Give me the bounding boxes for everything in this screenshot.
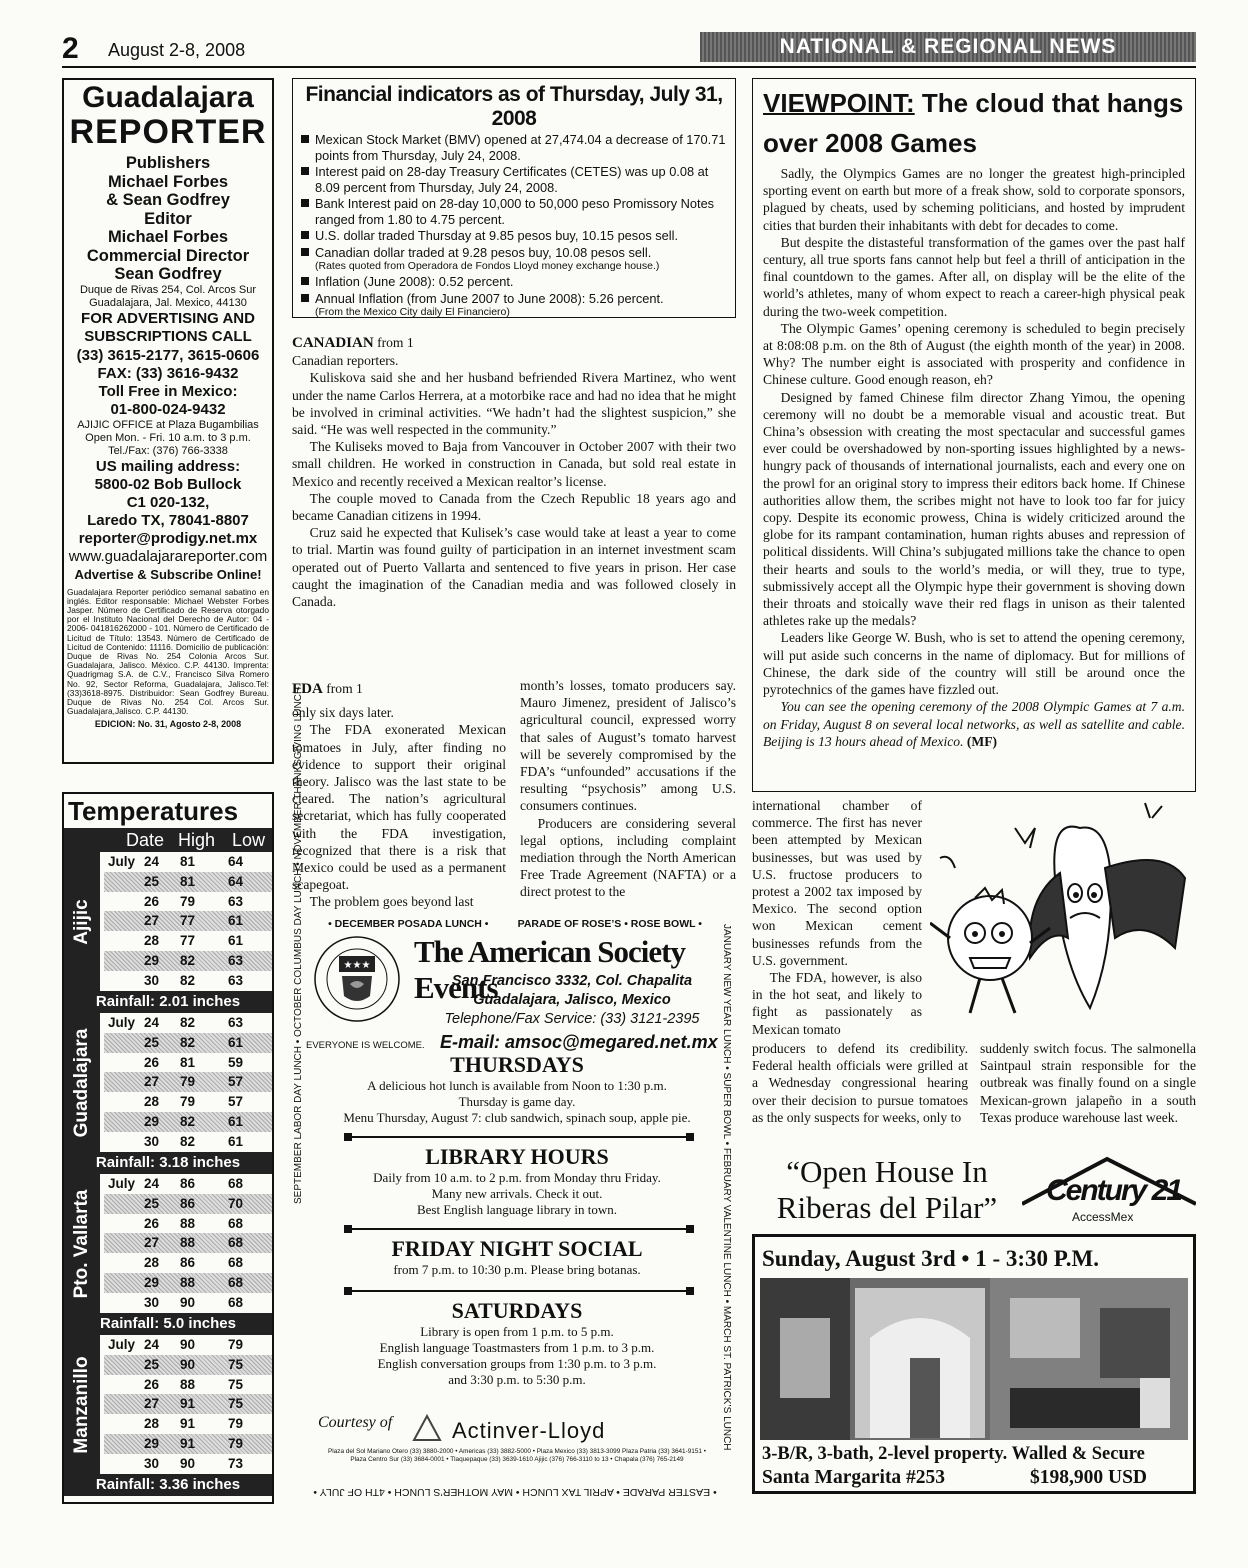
high-cell: 77 (180, 933, 196, 949)
month-cell: July (108, 1176, 136, 1191)
masthead-staff-line: Publishers (125, 154, 211, 172)
rainfall-total: Rainfall: 3.18 inches (64, 1152, 272, 1174)
rainfall-total: Rainfall: 2.01 inches (64, 991, 272, 1013)
city-block (64, 1335, 272, 1474)
header-date: Date (126, 830, 165, 850)
temperature-row (104, 1454, 272, 1474)
temperature-row (104, 971, 272, 991)
low-cell: 61 (228, 933, 244, 949)
section-title: THURSDAYS (450, 1052, 584, 1077)
low-cell: 68 (228, 1176, 244, 1191)
low-cell: 75 (228, 1376, 244, 1392)
low-cell: 63 (228, 972, 244, 988)
header-high: High (178, 830, 216, 850)
temperatures-box (62, 792, 274, 1504)
temperature-row (104, 1033, 272, 1053)
low-cell: 63 (228, 953, 244, 968)
fda-continuation (752, 797, 922, 1038)
high-cell: 91 (180, 1436, 196, 1451)
actinver-logo-icon (412, 1414, 442, 1442)
fda-article-left (292, 680, 506, 911)
divider (344, 1228, 694, 1230)
brand-name: Century 21 (1046, 1174, 1182, 1207)
temperature-row (104, 1214, 272, 1234)
open-house-ad (752, 1154, 1196, 1494)
article-paragraph: only six days later. (292, 705, 394, 721)
header-rule (62, 66, 1196, 68)
header-low: Low (232, 830, 266, 850)
jump-from: from 1 (322, 681, 363, 696)
thursdays-section (312, 1052, 722, 1126)
day-cell: 30 (144, 972, 160, 988)
day-cell: 26 (144, 1215, 160, 1231)
section-line: from 7 p.m. to 10:30 p.m. Please bring botanas. (393, 1262, 641, 1277)
fda-continuation-left (752, 1040, 968, 1126)
low-cell: 63 (228, 1015, 244, 1030)
high-cell: 90 (180, 1294, 196, 1310)
day-cell: 27 (144, 1074, 160, 1090)
city-block (64, 852, 272, 991)
society-address-line: Guadalajara, Jalisco, Mexico (473, 992, 671, 1008)
jump-from: from 1 (373, 335, 414, 350)
low-cell: 61 (228, 913, 244, 929)
financial-item: Canadian dollar traded at 9.28 pesos buy, 10.08 pesos sell. (301, 245, 727, 261)
financial-note: (From the Mexico City daily El Financiero) (315, 306, 510, 318)
section-title: FRIDAY NIGHT SOCIAL (391, 1236, 643, 1261)
financial-item: U.S. dollar traded Thursday at 9.85 pesos buy, 10.15 pesos sell. (301, 228, 727, 244)
masthead-tollfree: 01-800-024-9432 (110, 400, 226, 418)
section-title: LIBRARY HOURS (425, 1144, 609, 1169)
masthead-us-line: C1 020-132, (126, 493, 210, 511)
svg-text:★★★: ★★★ (343, 960, 371, 971)
masthead-staff-line: Sean Godfrey (114, 265, 222, 283)
high-cell: 79 (180, 1074, 196, 1090)
courtesy-label: Courtesy of (318, 1414, 393, 1431)
temperature-row (104, 951, 272, 971)
day-cell: 29 (144, 1275, 160, 1290)
financial-note: (Rates quoted from Operadora de Fondos Lloyd money exchange house.) (315, 260, 660, 272)
byline: (MF) (966, 733, 998, 749)
day-cell: 25 (144, 1034, 160, 1050)
high-cell: 82 (180, 1015, 196, 1030)
temperature-row (104, 1335, 272, 1355)
temperature-row (104, 1072, 272, 1092)
city-name-label: Pto. Vallarta (71, 1189, 92, 1298)
day-cell: 30 (144, 1455, 160, 1471)
low-cell: 75 (228, 1396, 244, 1412)
viewpoint-article (752, 78, 1196, 792)
temperature-row (104, 1132, 272, 1152)
temperature-row (104, 1394, 272, 1414)
high-cell: 88 (180, 1275, 196, 1290)
low-cell: 68 (228, 1235, 244, 1251)
masthead-name-line1: Guadalajara (82, 81, 254, 114)
masthead-box (62, 78, 274, 764)
low-cell: 79 (228, 1337, 244, 1352)
masthead-web[interactable]: www.guadalajarareporter.com (68, 547, 268, 565)
society-name: The American Society Events (414, 934, 686, 1005)
section-line: English language Toastmasters from 1 p.m. to 3 p.m. (379, 1340, 655, 1355)
fda-continuation-right (980, 1040, 1196, 1126)
city-name (64, 1174, 100, 1313)
viewpoint-headline: The cloud that hangs over 2008 Games (763, 88, 1184, 158)
article-paragraph: Cruz said he expected that Kulisek’s case would take at least a year to come to trial. Martin was found guilty of participation in an internet investment scam operated out of Puerto Vallarta and sentenced to five years in prison. Her case caught the imagination of the Canadian media and was followed closely in Canada. (292, 525, 736, 610)
high-cell: 91 (180, 1396, 196, 1412)
high-cell: 86 (180, 1195, 196, 1211)
financial-item: Bank Interest paid on 28-day 10,000 to 50,000 peso Promissory Notes ranged from 1.80 to 4.75 percent. (301, 196, 727, 227)
masthead-tollfree-label: Toll Free in Mexico: (98, 382, 238, 400)
article-paragraph: The problem goes beyond last (309, 894, 474, 910)
property-address: Santa Margarita #253 (762, 1467, 946, 1488)
month-cell: July (108, 854, 136, 869)
article-paragraph: The couple moved to Canada from the Czech Republic 18 years ago and became Canadian citizens in 1994. (292, 490, 736, 524)
city-block (64, 1013, 272, 1152)
masthead-fax: FAX: (33) 3616-9432 (97, 364, 239, 382)
masthead-us-mailing: US mailing address: (95, 457, 241, 475)
masthead-legal: Guadalajara Reporter periódico semanal sabatino en inglés. Editor responsable: Michael Webster Forbes Jasper. Número de Certificado de Reserva otorgado por el Instituto Nacional del Derecho de Autor: 04 - 2006- 041816262000 - 101. Número de Certificado de Licitud de Título: 13543. Número de Certificado de Licitud de Contenido: 11116. Domicilio de publicación: Duque de Rivas No. 254 Colonia Arcos Sur. Guadalajara, Jalisco. México. C.P. 44130. Imprenta: Quadrigmag S.A. de C.V., Francisco Silva Romero No. 92, Sector Reforma, Guadalajara, Jalisco.Tel: (33)3618-8975. Distribuidor: Sean Godfrey Bureau. Duque de Rivas No. 254 Col. Arcos Sur. Guadalajara,Jalisco. C.P. 44130. (67, 586, 269, 717)
masthead-staff-line: Michael Forbes (107, 172, 229, 191)
high-cell: 88 (180, 1235, 196, 1251)
high-cell: 82 (180, 1133, 196, 1149)
ad-frame-bottom: • EASTER PARADE • APRIL TAX LUNCH • MAY MOTHER’S LUNCH • 4TH OF JULY • (313, 1486, 717, 1498)
article-paragraph: Designed by famed Chinese film director Zhang Yimou, the opening ceremony will no doubt be a memorable visual and acoustic treat. But China’s obsession with creating the most spectacular and successful games ever could be overshadowed by non-sporting issues highlighted by a news-hungry pack of thousands of international journalists, each and every one on the prowl for an original story to impress their editors back home. If Chinese authorities allow them, the scribes might not have to look too far for juicy copy. Despite its economic prowess, China is widely criticized around the globe for its rampant contamination, human rights abuses and repression of political dissidents. Will China’s subjugated millions take the chance to open their hearts and souls to the world’s media, or will they, true to type, submissively accept all the Olympic hype their government is shoving down their throats and stoically wave their red flags in unison as their talented athletes rake up the medals? (763, 389, 1185, 629)
low-cell: 57 (228, 1094, 244, 1110)
society-phone: Telephone/Fax Service: (33) 3121-2395 (444, 1011, 700, 1027)
day-cell: 26 (144, 1054, 160, 1070)
financial-item: Interest paid on 28-day Treasury Certificates (CETES) was up 0.08 at 8.09 percent from Thursday, July 24, 2008. (301, 164, 727, 195)
temperatures-title: Temperatures (68, 796, 239, 826)
day-cell: 24 (144, 1015, 160, 1030)
fda-article-right (520, 677, 736, 901)
high-cell: 90 (180, 1356, 196, 1372)
society-seal-icon (312, 934, 402, 1024)
city-name (64, 1335, 100, 1474)
low-cell: 70 (228, 1195, 244, 1211)
masthead-staff-line: Editor (144, 209, 192, 228)
open-house-when: Sunday, August 3rd • 1 - 3:30 P.M. (762, 1246, 1099, 1271)
masthead-phones: (33) 3615-2177, 3615-0606 (76, 346, 260, 364)
property-details: 3-B/R, 3-bath, 2-level property. Walled & Secure (762, 1444, 1145, 1464)
masthead-staff-line: Commercial Director (86, 246, 250, 265)
section-title: SATURDAYS (451, 1298, 583, 1323)
article-paragraph: suddenly switch focus. The salmonella Saintpaul strain responsible for the outbreak was finally found on a single Mexican-grown jalapeño in a south Texas produce warehouse last week. (980, 1041, 1196, 1125)
day-cell: 24 (144, 1176, 160, 1191)
section-banner: NATIONAL & REGIONAL NEWS (700, 32, 1196, 62)
financial-indicators-box (292, 78, 736, 318)
city-name-label: Manzanillo (71, 1355, 92, 1454)
masthead-address: Duque de Rivas 254, Col. Arcos Sur Guadalajara, Jal. Mexico, 44130 (79, 283, 257, 309)
city-name-label: Ajijic (71, 898, 92, 945)
section-line: Library is open from 1 p.m. to 5 p.m. (420, 1324, 614, 1339)
article-paragraph: month’s losses, tomato producers say. Mauro Jimenez, president of Jalisco’s agricultural council, expressed worry that sales of August’s tomato harvest will be severely compromised by the FDA’s “unfounded” accusations if the resulting “psychosis” among U.S. consumers continues. (520, 678, 736, 814)
low-cell: 64 (228, 873, 244, 889)
high-cell: 82 (180, 1114, 196, 1129)
day-cell: 30 (144, 1133, 160, 1149)
city-name-label: Guadalajara (71, 1028, 92, 1137)
article-paragraph: producers to defend its credibility. Federal health officials were grilled at a Wednesday congressional hearing over their decision to pursue tomatoes as the only suspects for weeks, only to (752, 1041, 968, 1125)
article-kicker: CANADIAN (292, 335, 374, 351)
ad-frame-right: JANUARY NEW YEAR LUNCH • SUPER BOWL • FEBRUARY VALENTINE LUNCH • MARCH ST. PATRICK’S LUNCH (721, 924, 732, 1451)
rainfall-total: Rainfall: 5.0 inches (64, 1313, 272, 1335)
financial-item: Annual Inflation (from June 2007 to June 2008): 5.26 percent. (301, 291, 727, 307)
low-cell: 75 (228, 1356, 244, 1372)
low-cell: 61 (228, 1133, 244, 1149)
viewpoint-label: VIEWPOINT: (763, 88, 915, 118)
high-cell: 79 (180, 893, 196, 909)
low-cell: 68 (228, 1255, 244, 1271)
masthead-email[interactable]: reporter@prodigy.net.mx (78, 529, 258, 547)
low-cell: 68 (228, 1294, 244, 1310)
day-cell: 25 (144, 873, 160, 889)
low-cell: 73 (228, 1455, 244, 1471)
sponsor-offices: Plaza del Sol Mariano Otero (33) 3880-2000 • Americas (33) 3882-5000 • Plaza Mexico (33) 3813-3099 Plaza Patria (33) 3641-9151 • Plaza Centro Sur (33) 3684-0001 • Tlaquepaque (33) 3639-1610 Ajijic (376) 766-3110 to 13 • Chapala (376) 765-2149 (328, 1448, 706, 1463)
temperature-row (104, 1355, 272, 1375)
temperature-row (104, 1174, 272, 1194)
day-cell: 27 (144, 1396, 160, 1412)
section-line: Best English language library in town. (416, 1202, 618, 1217)
temperature-row (104, 1414, 272, 1434)
rainfall-total: Rainfall: 3.36 inches (64, 1474, 272, 1496)
section-line: Thursday is game day. (458, 1094, 576, 1109)
article-paragraph: international chamber of commerce. The first has never been attempted by Mexican businesses, but was used by U.S. fructose producers to protest a 2002 tax imposed by Mexico. The second option won Mexican cement businesses refunds from the U.S. government. (752, 798, 922, 968)
temperature-row (104, 852, 272, 872)
article-kicker: FDA (292, 681, 323, 697)
ad-frame-left: SEPTEMBER LABOR DAY LUNCH • OCTOBER COLUMBUS DAY LUNCH • NOVEMBER THANKSGIVING LUNCH (293, 686, 304, 1204)
property-price: $198,900 USD (1030, 1467, 1148, 1488)
low-cell: 59 (228, 1054, 244, 1070)
temperature-row (104, 1053, 272, 1073)
canadian-article (292, 334, 736, 610)
society-address (442, 972, 702, 1029)
masthead-edition: EDICION: No. 31, Agosto 2-8, 2008 (94, 719, 242, 730)
high-cell: 86 (180, 1255, 196, 1271)
temperature-row (104, 931, 272, 951)
masthead-staff-line: & Sean Godfrey (106, 191, 230, 209)
day-cell: 30 (144, 1294, 160, 1310)
masthead-advertising: FOR ADVERTISING AND SUBSCRIPTIONS CALL (81, 309, 255, 345)
high-cell: 88 (180, 1215, 196, 1231)
library-section (312, 1144, 722, 1218)
low-cell: 79 (228, 1416, 244, 1432)
viewpoint-title (763, 83, 1185, 163)
high-cell: 91 (180, 1416, 196, 1432)
masthead-staff-line: Michael Forbes (107, 228, 229, 246)
masthead-name-line2: REPORTER (69, 113, 267, 151)
society-welcome: EVERYONE IS WELCOME. (306, 1040, 425, 1051)
low-cell: 68 (228, 1275, 244, 1290)
temperature-row (104, 1092, 272, 1112)
viewpoint-body (763, 165, 1185, 750)
low-cell: 63 (228, 893, 244, 909)
temperature-row (104, 1194, 272, 1214)
day-cell: 24 (144, 854, 160, 869)
financial-title: Financial indicators as of Thursday, July 31, 2008 (305, 83, 723, 130)
day-cell: 27 (144, 1235, 160, 1251)
day-cell: 27 (144, 913, 160, 929)
day-cell: 28 (144, 1094, 160, 1110)
divider (344, 1290, 694, 1292)
day-cell: 26 (144, 1376, 160, 1392)
temperature-row (104, 1233, 272, 1253)
high-cell: 88 (180, 1376, 196, 1392)
section-line: Menu Thursday, August 7: club sandwich, spinach soup, apple pie. (343, 1110, 691, 1125)
temperature-row (104, 1013, 272, 1033)
high-cell: 86 (180, 1176, 196, 1191)
article-paragraph: The Olympic Games’ opening ceremony is scheduled to begin precisely at 8:08:08 p.m. on the 8th of August (the eighth month of the year) in 2008. Why? The number eight is associated with prosperity and confidence in Chinese culture. Good enough reason, eh? (763, 320, 1185, 388)
article-paragraph: Producers are considering several legal options, including complaint mediation through the North American Free Trade Agreement (NAFTA) or a direct protest to the (520, 815, 736, 900)
city-name (64, 1013, 100, 1152)
article-paragraph: Kuliskova said she and her husband befriended Rivera Martinez, who went under the name Carlos Herrera, at a motorbike race and had no idea that he might be involved in criminal activities. “We hadn’t had the slightest suspicion,” she said. “He was well respected in the community.” (292, 370, 736, 438)
temperature-row (104, 1112, 272, 1132)
temperature-row (104, 1273, 272, 1293)
masthead-ajijic-tel: Tel./Fax: (376) 766-3338 (108, 444, 228, 457)
financial-item: Mexican Stock Market (BMV) opened at 27,474.04 a decrease of 170.71 points from Thursday, July 24, 2008. (301, 132, 727, 163)
divider (344, 1136, 694, 1138)
city-block (64, 1174, 272, 1313)
low-cell: 61 (228, 1114, 244, 1129)
day-cell: 25 (144, 1195, 160, 1211)
temperature-row (104, 892, 272, 912)
high-cell: 82 (180, 972, 196, 988)
low-cell: 61 (228, 1034, 244, 1050)
low-cell: 64 (228, 854, 244, 869)
day-cell: 29 (144, 953, 160, 968)
day-cell: 25 (144, 1356, 160, 1372)
brand-subname: AccessMex (1072, 1210, 1134, 1224)
high-cell: 81 (180, 873, 196, 889)
temperature-row (104, 911, 272, 931)
issue-date: August 2-8, 2008 (108, 40, 246, 60)
city-name (64, 852, 100, 991)
article-paragraph: Sadly, the Olympics Games are no longer the greatest high-principled sporting event on earth but more of a freak show, sold to corporate sponsors, plagued by cheats, used by scheming politicians, and hosted by imprudent cities that burden their inhabitants with debt for decades to come. (763, 166, 1185, 233)
temperature-row (104, 1375, 272, 1395)
section-line: Daily from 10 a.m. to 2 p.m. from Monday thru Friday. (373, 1170, 661, 1185)
tomato-jalapeno-cartoon-icon (930, 798, 1196, 1038)
section-line: Many new arrivals. Check it out. (431, 1186, 603, 1201)
open-house-title: “Open House In Riberas del Pilar” (776, 1154, 998, 1225)
month-cell: July (108, 1337, 136, 1352)
low-cell: 68 (228, 1215, 244, 1231)
high-cell: 90 (180, 1337, 196, 1352)
city-list (64, 852, 272, 1496)
high-cell: 77 (180, 913, 196, 929)
high-cell: 81 (180, 1054, 196, 1070)
property-photo (760, 1278, 1188, 1440)
article-paragraph: The Kuliseks moved to Baja from Vancouver in October 2007 with their two small children. He worked in construction in Canada, but sold real estate in Mexico and recently received a Mexican realtor’s license. (292, 439, 736, 489)
society-email[interactable]: E-mail: amsoc@megared.net.mx (440, 1032, 718, 1052)
masthead-online: Advertise & Subscribe Online! (74, 566, 262, 582)
masthead-us-line: 5800-02 Bob Bullock (94, 475, 242, 493)
society-address-line: San Francisco 3332, Col. Chapalita (451, 973, 693, 989)
high-cell: 90 (180, 1455, 196, 1471)
day-cell: 28 (144, 1255, 160, 1271)
high-cell: 82 (180, 953, 196, 968)
friday-social-section (312, 1236, 722, 1278)
high-cell: 79 (180, 1094, 196, 1110)
month-cell: July (108, 1015, 136, 1030)
article-paragraph: Leaders like George W. Bush, who is set to attend the opening ceremony, will put aside such concerns in the name of diplomacy. But for millions of Chinese, the dark side of the country will still be around once the pyrotechnics of the games have fizzled out. (763, 630, 1185, 698)
article-paragraph: Canadian reporters. (292, 353, 399, 369)
temperature-row (104, 1293, 272, 1313)
section-line: and 3:30 p.m. to 5:30 p.m. (448, 1372, 586, 1387)
day-cell: 26 (144, 893, 160, 909)
section-line: English conversation groups from 1:30 p.m. to 3 p.m. (377, 1356, 657, 1371)
masthead-us-line: Laredo TX, 78041-8807 (87, 511, 249, 529)
low-cell: 79 (228, 1436, 244, 1451)
page-number: 2 (62, 32, 79, 65)
article-paragraph: The FDA exonerated Mexican tomatoes in July, after finding no evidence to support their original theory. Jalisco was the last state to be cleared. The nation’s agricultural secretariat, which has fully cooperated with the FDA investigation, recognized that there is a risk that Mexico could be used as a permanent scapegoat. (292, 722, 506, 893)
high-cell: 82 (180, 1034, 196, 1050)
sponsor-name: Actinver-Lloyd (452, 1418, 606, 1443)
temperature-row (104, 1253, 272, 1273)
high-cell: 81 (180, 854, 196, 869)
day-cell: 28 (144, 933, 160, 949)
masthead-ajijic-office: AJIJIC OFFICE at Plaza Bugambilias Open Mon. - Fri. 10 a.m. to 3 p.m. (77, 418, 259, 444)
financial-item: Inflation (June 2008): 0.52 percent. (301, 274, 727, 290)
ad-frame-top: • DECEMBER POSADA LUNCH • PARADE OF ROSE’S • ROSE BOWL • (328, 918, 702, 930)
temperature-row (104, 1434, 272, 1454)
low-cell: 57 (228, 1074, 244, 1090)
temperatures-header (64, 828, 272, 852)
day-cell: 29 (144, 1114, 160, 1129)
day-cell: 24 (144, 1337, 160, 1352)
section-line: A delicious hot lunch is available from Noon to 1:30 p.m. (367, 1078, 667, 1093)
article-paragraph: The FDA, however, is also in the hot seat, and likely to fight as passionately as Mexican tomato (752, 970, 922, 1037)
article-paragraph: But despite the distasteful transformation of the games over the past half century, all true sports fans cannot help but feel a thrill of anticipation in the final countdown to the games. After all, on display will be the elite of the world’s athletes, many of whom expect to reach a career-high physical peak during the two-week competition. (763, 234, 1185, 319)
viewing-note: You can see the opening ceremony of the 2008 Olympic Games at 7 a.m. on Friday, August 8 on several local networks, as well as satellite and cable. Beijing is 13 hours ahead of Mexico. (763, 699, 1185, 749)
day-cell: 28 (144, 1416, 160, 1432)
temperature-row (104, 872, 272, 892)
day-cell: 29 (144, 1436, 160, 1451)
saturdays-section (312, 1298, 722, 1388)
